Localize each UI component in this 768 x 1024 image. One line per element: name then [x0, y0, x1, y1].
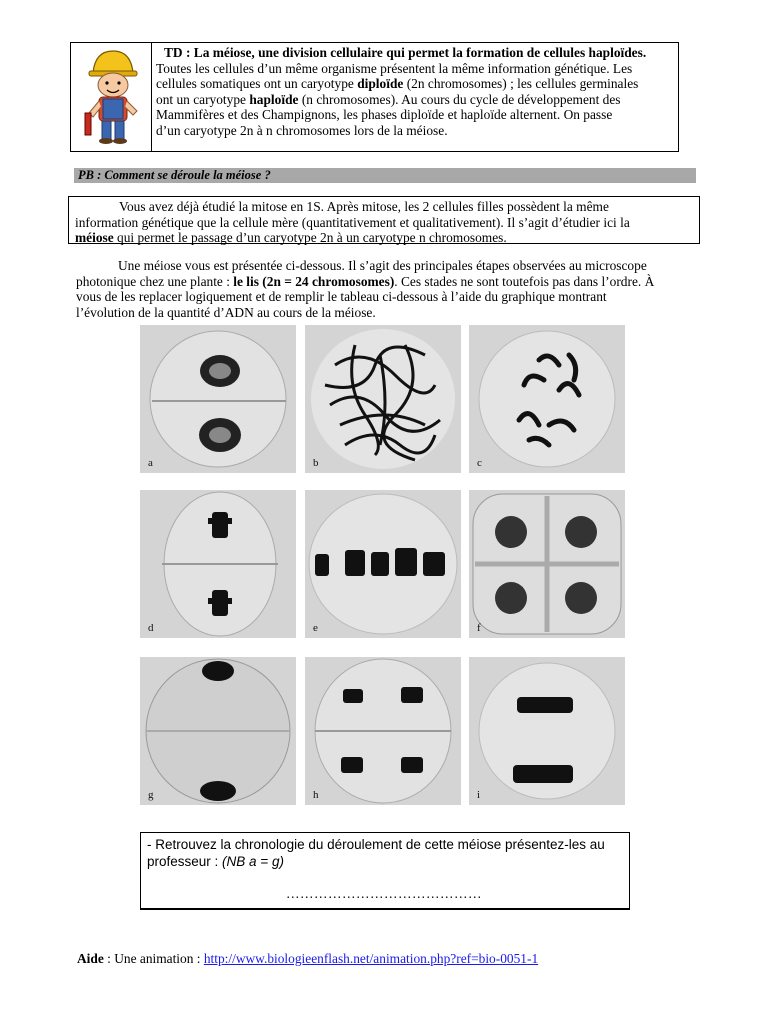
intro-line: Vous avez déjà étudié la mitose en 1S. Après mitose, les 2 cellules filles possèdent la même — [119, 199, 609, 214]
intro-line: information génétique que la cellule mère (quantitativement et qualitativement). Il s’agit d’étudier ici la — [75, 214, 630, 230]
micrograph-f — [469, 490, 625, 638]
micrograph-label: a — [148, 457, 153, 469]
micrograph-label: h — [313, 789, 319, 801]
instructions-paragraph: Une méiose vous est présentée ci-dessous. Il s’agit des principales étapes observées au microscope photonique chez une plante : le lis (2n = 24 chromosomes). Ces stades ne sont toutefois pas dans l’ordre. À vous de les replacer logiquement et de remplir le tableau ci-dessous à l’aide du graphique montrant l’évolution de la quantité d’ADN au cours de la méiose. — [76, 258, 655, 320]
micrograph-label: g — [148, 789, 154, 801]
micrograph-label: c — [477, 457, 482, 469]
micrograph-label: i — [477, 789, 481, 801]
page-title: TD : La méiose, une division cellulaire qui permet la formation de cellules haploïdes — [164, 45, 643, 60]
question-box — [140, 832, 630, 910]
micrograph-d — [140, 490, 296, 638]
worker-logo — [71, 43, 152, 151]
micrograph-b — [305, 325, 461, 473]
header-line: Mammifères et des Champignons, les phases diploïde et haploïde alternent. On passe — [156, 107, 613, 123]
header-line: ont un caryotype haploïde (n chromosomes). Au cours du cycle de développement des — [156, 91, 621, 107]
question-text: professeur : (NB a = g) — [147, 854, 284, 869]
micrograph-g — [140, 657, 296, 805]
micrograph-c — [469, 325, 625, 473]
problem-heading: PB : Comment se déroule la méiose ? — [74, 168, 696, 183]
header-box: TD : La méiose, une division cellulaire qui permet la formation de cellules haploïdes. Toutes les cellules d’un même organisme présentent la même information génétique. Les cellules somatiques ont un caryotype diploïde (2n chromosomes) ; les cellules germinales ont un caryotype haploïde (n chromosomes). Au cours du cycle de développement des Mammifères et des Champignons, les phases diploïde et haploïde alternent. On passe d’un caryotype 2n à n chromosomes lors de la méiose. — [70, 42, 679, 152]
micrograph-label: f — [477, 622, 481, 634]
micrograph-a — [140, 325, 296, 473]
micrograph-label: b — [313, 457, 319, 469]
animation-link[interactable]: http://www.biologieenflash.net/animation.php?ref=bio-0051-1 — [203, 951, 539, 966]
intro-box — [68, 196, 700, 244]
header-line: Toutes les cellules d’un même organisme présentent la même information génétique. Les — [156, 60, 633, 76]
micrograph-h — [305, 657, 461, 805]
intro-line: méiose qui permet le passage d’un caryotype 2n à un caryotype n chromosomes. — [75, 230, 507, 245]
question-text: - Retrouvez la chronologie du déroulement de cette méiose présentez-les au — [147, 837, 605, 852]
header-line: d’un caryotype 2n à n chromosomes lors de la méiose. — [156, 122, 448, 138]
micrograph-e — [305, 490, 461, 638]
micrograph-i — [469, 657, 625, 805]
micrograph-label: e — [313, 622, 318, 634]
header-line: cellules somatiques ont un caryotype diploïde (2n chromosomes) ; les cellules germinales — [156, 76, 639, 92]
help-line: Aide : Une animation : http://www.biologieenflash.net/animation.php?ref=bio-0051-1 — [77, 951, 539, 966]
micrograph-label: d — [148, 622, 154, 634]
answer-field[interactable]: …………………………………… — [286, 886, 482, 901]
